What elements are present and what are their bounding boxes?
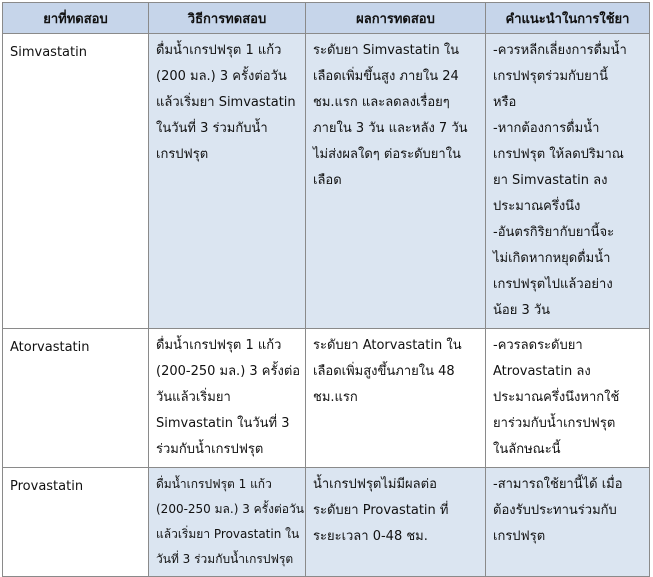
advice-line: เกรปฟรุต xyxy=(493,529,546,544)
result-cell xyxy=(306,468,486,577)
advice-line: ไม่เกิดหากหยุดดื่มน้ำ xyxy=(493,251,611,266)
advice-line: น้อย 3 วัน xyxy=(493,303,551,318)
method-line: (200-250 มล.) 3 ครั้งต่อ xyxy=(156,364,301,379)
result-line: ภายใน 3 วัน และหลัง 7 วัน xyxy=(313,121,468,136)
method-line: เกรปฟรุต xyxy=(156,147,209,162)
header-usage-advice: คำแนะนำในการใช้ยา xyxy=(486,3,650,34)
advice-line: -ควรลดระดับยา xyxy=(493,338,583,353)
table-row xyxy=(3,329,650,468)
drug-cell xyxy=(3,468,149,577)
drug-name: Provastatin xyxy=(10,479,84,494)
drug-name: Atorvastatin xyxy=(10,340,90,355)
method-line: แล้วเริ่มยา Simvastatin xyxy=(156,95,296,110)
drug-cell xyxy=(3,329,149,468)
method-line: ในวันที่ 3 ร่วมกับน้ำ xyxy=(156,121,268,136)
method-cell xyxy=(149,34,306,329)
result-cell xyxy=(306,34,486,329)
advice-line: ประมาณครึ่งนึง xyxy=(493,199,581,214)
result-line: เลือดเพิ่มขึ้นสูง ภายใน 24 xyxy=(313,69,459,84)
result-line: เลือดเพิ่มสูงขึ้นภายใน 48 xyxy=(313,364,455,379)
method-cell xyxy=(149,329,306,468)
result-line: ระดับยา Provastatin ที่ xyxy=(313,503,449,518)
advice-line: เกรปฟรุตไปแล้วอย่าง xyxy=(493,277,613,292)
advice-line: ประมาณครึ่งนึงหากใช้ xyxy=(493,390,620,405)
advice-line: ต้องรับประทานร่วมกับ xyxy=(493,503,617,518)
table-row xyxy=(3,34,650,329)
advice-line: Atrovastatin ลง xyxy=(493,364,591,379)
method-line: (200-250 มล.) 3 ครั้งต่อวัน xyxy=(156,502,304,516)
method-cell xyxy=(149,468,306,577)
advice-line: -สามารถใช้ยานี้ได้ เมื่อ xyxy=(493,477,623,492)
advice-cell xyxy=(486,468,650,577)
advice-line: -ควรหลีกเลี่ยงการดื่มน้ำ xyxy=(493,43,627,58)
result-line: เลือด xyxy=(313,173,342,188)
advice-line: หรือ xyxy=(493,95,517,110)
advice-line: -หากต้องการดื่มน้ำ xyxy=(493,121,600,136)
advice-cell xyxy=(486,329,650,468)
header-drug-tested: ยาที่ทดสอบ xyxy=(3,3,149,34)
advice-cell xyxy=(486,34,650,329)
header-test-method: วิธีการทดสอบ xyxy=(149,3,306,34)
advice-line: ยา Simvastatin ลง xyxy=(493,173,608,188)
drug-name: Simvastatin xyxy=(10,45,87,60)
method-line: วันที่ 3 ร่วมกับน้ำเกรปฟรุต xyxy=(156,552,294,566)
method-line: ดื่มน้ำเกรปฟรุต 1 แก้ว xyxy=(156,477,272,491)
drug-interaction-table xyxy=(2,2,650,577)
advice-line: ในลักษณะนี้ xyxy=(493,442,561,457)
method-line: Simvastatin ในวันที่ 3 xyxy=(156,416,290,431)
header-test-result: ผลการทดสอบ xyxy=(306,3,486,34)
advice-line: -อันตรกิริยากับยานี้จะ xyxy=(493,225,615,240)
result-line: ชม.แรก xyxy=(313,390,358,405)
result-cell xyxy=(306,329,486,468)
method-line: ดื่มน้ำเกรปฟรุต 1 แก้ว xyxy=(156,43,282,58)
drug-cell xyxy=(3,34,149,329)
method-line: ร่วมกับน้ำเกรปฟรุต xyxy=(156,442,264,457)
table-header-row xyxy=(3,3,650,34)
method-line: แล้วเริ่มยา Provastatin ใน xyxy=(156,527,300,541)
advice-line: ยาร่วมกับน้ำเกรปฟรุต xyxy=(493,416,616,431)
method-line: ดื่มน้ำเกรปฟรุต 1 แก้ว xyxy=(156,338,282,353)
result-line: ไม่ส่งผลใดๆ ต่อระดับยาใน xyxy=(313,147,461,162)
advice-line: เกรปฟรุตร่วมกับยานี้ xyxy=(493,69,608,84)
table-row xyxy=(3,468,650,577)
result-line: ระดับยา Simvastatin ใน xyxy=(313,43,460,58)
advice-line: เกรปฟรุต ให้ลดปริมาณ xyxy=(493,147,624,162)
method-line: (200 มล.) 3 ครั้งต่อวัน xyxy=(156,69,287,84)
result-line: ชม.แรก และลดลงเรื่อยๆ xyxy=(313,95,450,110)
result-line: ระดับยา Atorvastatin ใน xyxy=(313,338,462,353)
method-line: วันแล้วเริ่มยา xyxy=(156,390,231,405)
result-line: น้ำเกรปฟรุตไม่มีผลต่อ xyxy=(313,477,437,492)
result-line: ระยะเวลา 0-48 ชม. xyxy=(313,529,428,544)
